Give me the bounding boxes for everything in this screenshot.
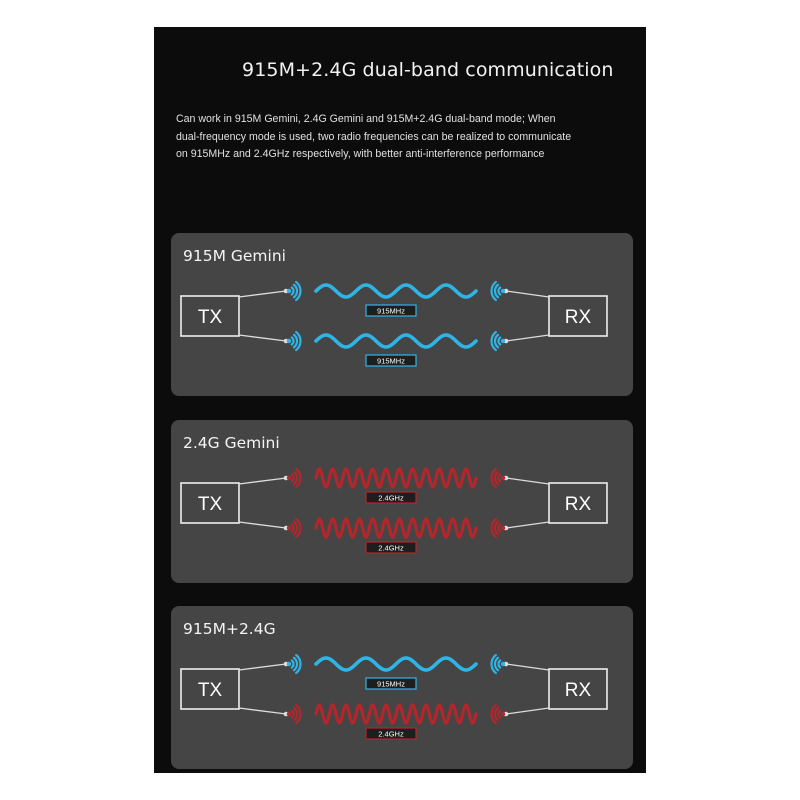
panel-dual-band	[171, 606, 633, 769]
wave-2-4ghz	[316, 519, 476, 537]
panel-2-4g-gemini	[171, 420, 633, 583]
poster	[154, 27, 646, 773]
panel-title: 2.4G Gemini	[183, 434, 280, 452]
description-line: dual-frequency mode is used, two radio frequencies can be realized to communicate	[176, 130, 572, 143]
wave-915mhz	[316, 658, 476, 670]
rx-box	[549, 483, 607, 523]
connector-line	[239, 708, 286, 714]
link-diagram	[171, 233, 633, 396]
tx-label: TX	[197, 307, 223, 328]
tx-box	[181, 669, 239, 709]
frequency-tag	[366, 305, 416, 316]
connector-line	[506, 335, 549, 341]
wave-2-4ghz	[316, 705, 476, 723]
frequency-tag	[366, 678, 416, 689]
link-diagram	[171, 606, 633, 769]
connector-line	[506, 664, 549, 670]
connector-line	[506, 291, 549, 297]
frequency-tag	[366, 542, 416, 553]
antenna-signal-icon	[287, 519, 301, 537]
antenna-signal-icon	[287, 469, 301, 487]
antenna-signal-icon	[287, 655, 301, 673]
description-line: on 915MHz and 2.4GHz respectively, with better anti-interference performance	[176, 148, 545, 160]
connector-line	[239, 664, 286, 670]
antenna-signal-icon	[491, 469, 505, 487]
page-title: 915M+2.4G dual-band communication	[242, 59, 614, 81]
link-diagram	[171, 420, 633, 583]
rx-box	[549, 296, 607, 336]
tx-label: TX	[197, 680, 223, 701]
panel-915m-gemini	[171, 233, 633, 396]
connector-line	[239, 335, 286, 341]
antenna-signal-icon	[491, 705, 505, 723]
antenna-signal-icon	[491, 332, 505, 350]
frequency-label: 915MHz	[377, 306, 405, 316]
tx-label: TX	[197, 494, 223, 515]
tx-box	[181, 296, 239, 336]
frequency-tag	[366, 728, 416, 739]
wave-915mhz	[316, 285, 476, 297]
rx-box	[549, 669, 607, 709]
connector-line	[239, 291, 286, 297]
antenna-signal-icon	[287, 332, 301, 350]
wave-2-4ghz	[316, 469, 476, 487]
connector-line	[239, 522, 286, 528]
antenna-signal-icon	[491, 655, 505, 673]
connector-line	[506, 708, 549, 714]
frequency-tag	[366, 492, 416, 503]
frequency-label: 2.4GHz	[378, 729, 404, 739]
connector-line	[506, 522, 549, 528]
panel-title: 915M+2.4G	[183, 620, 276, 638]
tx-box	[181, 483, 239, 523]
panel-title: 915M Gemini	[183, 247, 286, 265]
frequency-tag	[366, 355, 416, 366]
rx-label: RX	[564, 680, 592, 701]
rx-label: RX	[564, 307, 592, 328]
connector-line	[239, 478, 286, 484]
antenna-signal-icon	[491, 282, 505, 300]
wave-915mhz	[316, 335, 476, 347]
frequency-label: 2.4GHz	[378, 543, 404, 553]
rx-label: RX	[564, 494, 592, 515]
description-line: Can work in 915M Gemini, 2.4G Gemini and 915M+2.4G dual-band mode; When	[176, 113, 556, 125]
connector-line	[506, 478, 549, 484]
description	[176, 111, 636, 164]
frequency-label: 2.4GHz	[378, 493, 404, 503]
antenna-signal-icon	[287, 705, 301, 723]
antenna-signal-icon	[287, 282, 301, 300]
frequency-label: 915MHz	[377, 356, 405, 366]
antenna-signal-icon	[491, 519, 505, 537]
frequency-label: 915MHz	[377, 679, 405, 689]
